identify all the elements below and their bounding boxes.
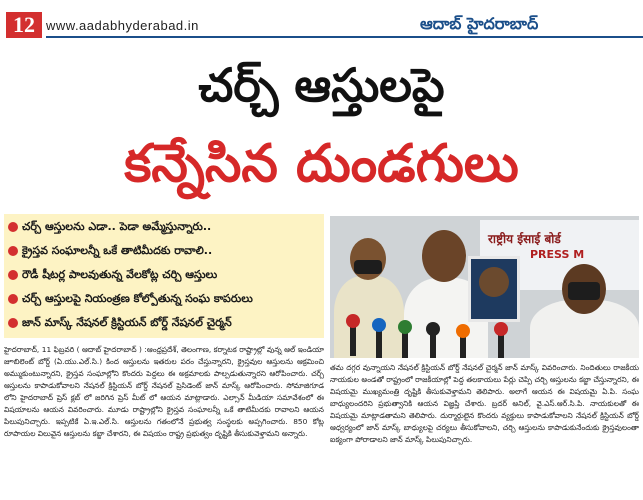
article-column-left: హైదరాబాద్, 11 ఫిబ్రవరి ( ఆదాబ్ హైదరాబాద్ ) :ఆంధ్రప్రదేశ్, తెలంగాణ, కర్నాటక రాష్ట్రాల్లో వున్న ఆల్ ఇండియా జూబిలెంట్ బోర్డ్ (ఏ.యు.ఎల్.సి.) కింద ఆస్తులను ఇతరుల పరం చేస్తున్నారని, క్రైస్తవుల ఆస్తులను ఆక్రమించి అమ్ముకుంటున్నారని, క్రైస్తవ సంఘాల్లోని కొందరు పెద్దలు ఈ అక్రమాలకు పాల్పడుతున్నారని ఆరోపించారు. చర్చ్ ఆస్తులను కాపాడుకోవాలని నేషనల్ క్రిస్టియన్ బోర్డ్ నేషనల్ ప్రెసిడెంట్ జాన్ మాస్క్ ఆరోపించారు. సోమాజిగూడ లోని హైదరాబాద్ ప్రెస్ క్లబ్ లో జరిగిన ప్రెస్ మీట్ లో ఆయన మాట్లాడారు. ఎల్సాన్ మీడియా సమావేశంలో ఈ విషయాలను ఆయన వివరించారు. మూడు రాష్ట్రాల్లోని క్రైస్తవ సంఘాలన్నీ ఒకే తాటిమీదకు రావాలని ఆయన పిలుపునిచ్చారు. ఇప్పటికే ఏ.ఇ.ఎల్.సి. ఆస్తులను గతంలోనే ప్రభుత్వ సంస్థలకు అప్పగించారు. 850 కోట్ల రూపాయల విలువైన ఆస్తులను కబ్జా చేశారని, ఈ విషయం రాష్ట్ర ప్రభుత్వం దృష్టికి తీసుకువెళ్తామని అన్నారు. — [4, 345, 324, 438]
header-divider — [46, 36, 643, 38]
highlight-text: చర్చ్ ఆస్తులపై నియంత్రణ కోల్పోతున్న సంఘ కాపరులు — [22, 292, 253, 305]
microphone-head — [426, 322, 440, 336]
headline-line-1: చర్చ్ ఆస్తులపై — [198, 58, 445, 112]
bullet-icon — [8, 246, 18, 256]
microphone-head — [372, 318, 386, 332]
article-column-right: తమ దగ్గర వున్నాయని నేషనల్ క్రిస్టియన్ బోర్డ్ నేషనల్ చైర్మన్ జాన్ మాస్క్ వివరించారు. నిందితులు రాజకీయ నాయకుల అండతో రాష్ట్రంలో రాజకీయాల్లో పెద్ద తలకాయలు పేర్లు చెప్పి చర్చి ఆస్తులను కబ్జా చేస్తున్నారని, ఈ విషయమై ముఖ్యమంత్రి దృష్టికి తీసుకువెళ్తామని తెలిపారు. అలాగే ఆయన ఈ విషయమై ఏ.పి. సంఘ బాధ్యులందరిని ప్రభుత్వానికి ఆయన విజ్ఞప్తి చేశారు. బ్రదర్ అనిల్, వై.ఎస్.ఆర్.సి.పి. నాయకులతో ఈ విషయమై మాట్లాడతామని తెలిపారు. దుర్మార్గులైన కొందరు వ్యక్తులు కాపాడుకోవాలని నేషనల్ క్రిస్టియన్ బోర్డ్ ఆధ్వర్యంలో జాన్ మాస్క్ బాధ్యులపై చర్యలు తీసుకోవాలని, చర్చి ఆస్తులను కాపాడుకునేందుకు క్రైస్తవులంతా ఐక్యంగా పోరాడాలని జాన్ మాస్క్ పిలుపునిచ్చారు. — [330, 363, 639, 444]
highlight-item — [4, 264, 324, 286]
microphone-head — [398, 320, 412, 334]
highlight-item — [4, 216, 324, 238]
press-meet-photo — [330, 216, 639, 358]
face-mask — [354, 260, 382, 274]
photo-banner-text: राष्ट्रीय ईसाई बोर्ड — [488, 232, 561, 246]
highlight-item — [4, 312, 324, 334]
microphone-head — [456, 324, 470, 338]
headline-line-2: కన్నేసిన దుండగులు — [124, 134, 519, 194]
bullet-icon — [8, 222, 18, 232]
highlight-item — [4, 288, 324, 310]
person-left — [334, 276, 404, 358]
photo-banner-subtext: PRESS M — [530, 248, 585, 261]
microphone-head — [346, 314, 360, 328]
highlights-box — [4, 214, 324, 338]
held-photo-frame — [468, 256, 520, 322]
highlight-text: క్రైస్తవ సంఘాలన్నీ ఒకే తాటిమీదకు రావాలి.. — [22, 244, 213, 257]
bullet-icon — [8, 270, 18, 280]
page-number: 12 — [6, 12, 42, 38]
site-url[interactable]: www.aadabhyderabad.in — [46, 18, 199, 33]
microphone-head — [494, 322, 508, 336]
masthead-logo: ఆదాబ్ హైదరాబాద్ — [420, 14, 539, 33]
highlight-text: రౌడీ షీటర్ల పాలవుతున్న వేలకోట్ల చర్చి ఆస్తులు — [22, 268, 218, 281]
face-mask — [568, 282, 600, 300]
bullet-icon — [8, 294, 18, 304]
held-photo-portrait — [479, 267, 509, 297]
highlight-item — [4, 240, 324, 262]
person-center-head — [422, 230, 466, 282]
bullet-icon — [8, 318, 18, 328]
highlight-text: జాన్ మాస్క్ నేషనల్ క్రిస్టియన్ బోర్డ్ నేషనల్ చైర్మన్ — [22, 316, 232, 329]
highlight-text: చర్చ్ ఆస్తులను ఎడా.. పెడా అమ్మేస్తున్నారు.. — [22, 220, 212, 233]
page-header — [0, 0, 643, 40]
